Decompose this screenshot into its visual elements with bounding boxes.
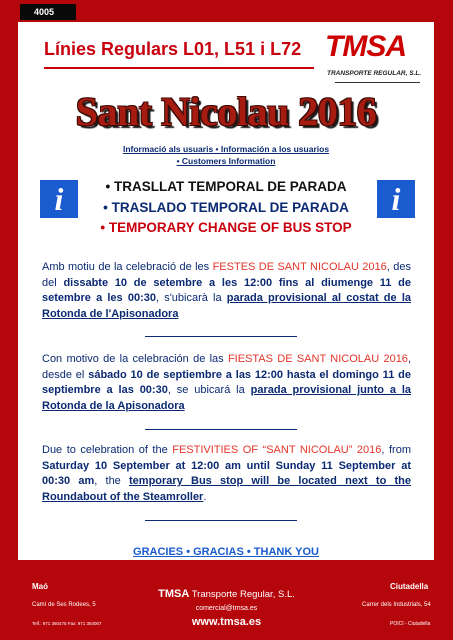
footer-poici: POICI - Ciutadella [390, 621, 431, 627]
info-icon-left: i [40, 180, 78, 218]
footer-phone: Telf.: 971 360475 Fax: 971 354007 [32, 621, 102, 626]
thanks-line: GRACIES • GRACIAS • THANK YOU [133, 546, 319, 558]
notice-catalan: • TRASLLAT TEMPORAL DE PARADA [105, 179, 347, 194]
info-label-line-1: Informació als usuaris • Información a los usuarios [122, 144, 330, 154]
footer-address-right: Carrer dels Industrials, 54 [362, 602, 431, 608]
notice-sheet [18, 22, 434, 560]
section-divider [145, 520, 297, 521]
notice-english: • TEMPORARY CHANGE OF BUS STOP [100, 220, 352, 235]
footer-address-left: Camí de Ses Rodees, 5 [32, 602, 96, 608]
event-title: Sant Nicolau 2016 [75, 89, 377, 134]
info-icon-right: i [377, 180, 415, 218]
footer-city-left: Maó [32, 582, 48, 591]
logo-subtitle: TRANSPORTE REGULAR, S.L. [327, 70, 422, 77]
tmsa-logo [323, 30, 423, 92]
document-number: 4005 [20, 4, 76, 20]
logo-wordmark: TMSA [325, 30, 406, 63]
notice-spanish: • TRASLADO TEMPORAL DE PARADA [103, 200, 349, 215]
festival-name-en: FESTIVITIES OF “SANT NICOLAU” 2016 [172, 444, 382, 456]
dates-es: sábado 10 de septiembre a las 12:00 hasta el domingo 11 de septiembre a las 00:30 [42, 368, 411, 396]
footer-email-link[interactable]: comercial@tmsa.es [195, 605, 258, 612]
festival-name-es: FIESTAS DE SANT NICOLAU 2016 [227, 353, 408, 365]
festival-name-ca: FESTES DE SANT NICOLAU 2016 [212, 261, 387, 273]
stop-location-es: parada provisional junto a la Rotonda de la Apisonadora [42, 384, 411, 412]
dates-en: Saturday 10 September at 12:00 am until Sunday 11 September at 00:30 am [42, 459, 411, 487]
stop-location-en: temporary Bus stop will be located next to the Roundabout of the Steamroller [42, 475, 412, 503]
title-underline [44, 67, 314, 69]
logo-divider [335, 82, 420, 83]
page-title: Línies Regulars L01, L51 i L72 [44, 39, 302, 59]
section-divider [145, 429, 297, 430]
footer-brand: TMSA [158, 588, 190, 600]
info-label-line-2: • Customers Information [176, 156, 276, 166]
paragraph-spanish: Con motivo de la celebración de las FIESTAS DE SANT NICOLAU 2016, desde el sábado 10 de septiembre a las 12:00 hasta el domingo 11 de septiembre a las 00:30, se ubicará la parada provisional junto a la Rotonda de la Apisonadora [42, 353, 411, 412]
dates-ca: dissabte 10 de setembre a les 12:00 fins al diumenge 11 de setembre a les 00:30 [42, 276, 411, 304]
footer-company: TMSA Transporte Regular, S.L. [158, 588, 295, 600]
paragraph-catalan: Amb motiu de la celebració de les FESTES DE SANT NICOLAU 2016, des del dissabte 10 de setembre a les 12:00 fins al diumenge 11 de setembre a les 00:30, s'ubicarà la parada provisional al costat de la Rotonda de l'Apisonadora [42, 261, 411, 320]
section-divider [145, 336, 297, 337]
paragraph-english: Due to celebration of the FESTIVITIES OF “SANT NICOLAU” 2016, from Saturday 10 September at 12:00 am until Sunday 11 September at 00:30 am, the temporary Bus stop will be located next to the Roundabout of the Steamroller. [42, 444, 412, 503]
footer-city-right: Ciutadella [390, 582, 429, 591]
stop-location-ca: parada provisional al costat de la Rotonda de l'Apisonadora [42, 292, 411, 320]
footer-website-link[interactable]: www.tmsa.es [191, 616, 262, 628]
